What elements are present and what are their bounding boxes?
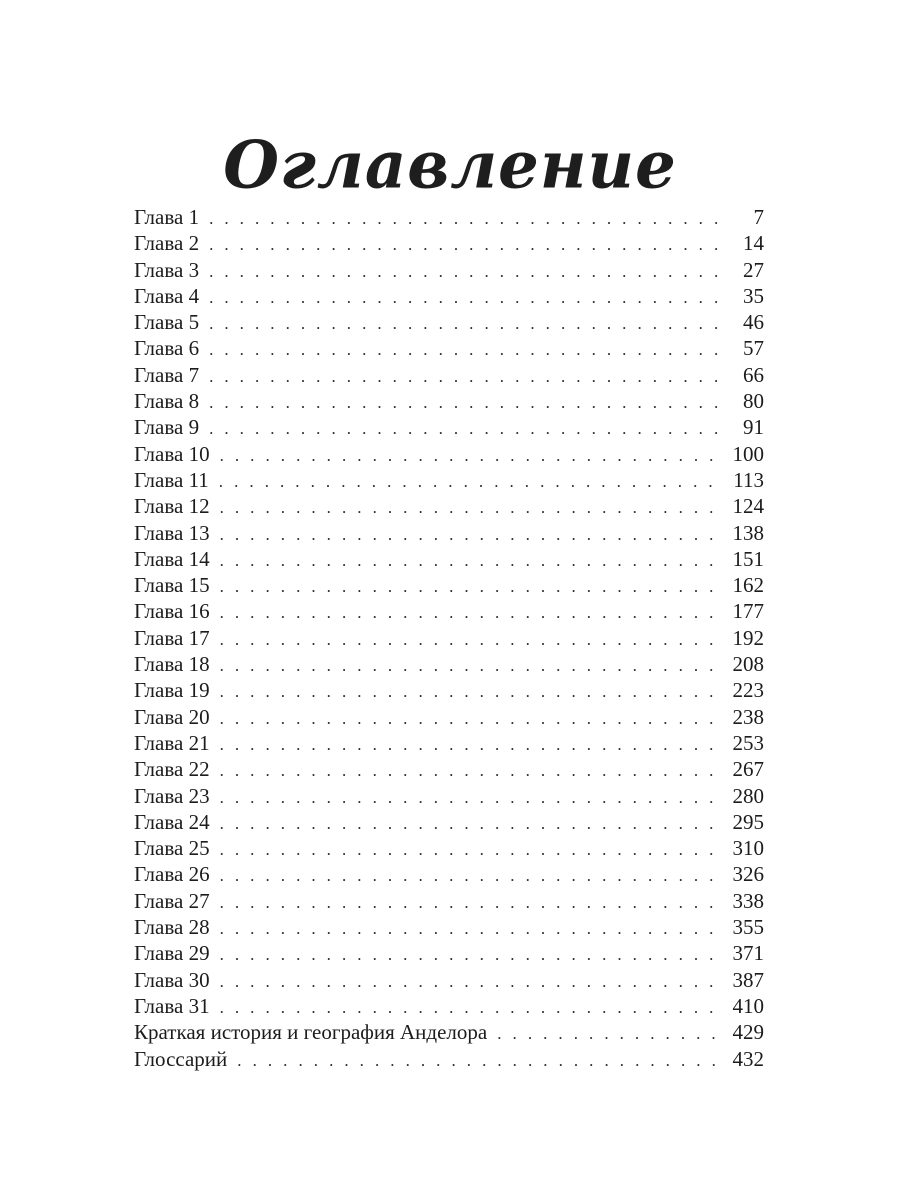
toc-entry-page-number: 35 (743, 283, 764, 308)
toc-entry (134, 625, 764, 651)
toc-entry-title: Глава 19 (134, 678, 210, 703)
dot-leader (209, 337, 718, 363)
dot-leader (220, 443, 718, 469)
toc-entry-title: Глава 8 (134, 389, 200, 414)
toc-entry-title: Глава 12 (134, 494, 210, 519)
toc-entry (134, 335, 764, 361)
toc-entry-page-number: 14 (743, 231, 764, 256)
toc-entry (134, 362, 764, 388)
dot-leader (209, 259, 718, 285)
toc-entry-page-number: 151 (732, 546, 764, 571)
toc-entry-page-number: 177 (732, 599, 764, 624)
toc-entry-page-number: 410 (732, 993, 764, 1018)
toc-entry-title: Глава 20 (134, 704, 210, 729)
table-of-contents (134, 204, 764, 1072)
toc-entry (134, 783, 764, 809)
dot-leader (220, 679, 718, 705)
toc-entry (134, 309, 764, 335)
toc-entry (134, 441, 764, 467)
dot-leader (220, 522, 718, 548)
toc-entry (134, 257, 764, 283)
toc-entry-page-number: 223 (732, 678, 764, 703)
dot-leader (220, 732, 718, 758)
toc-entry (134, 230, 764, 256)
toc-entry-title: Глава 13 (134, 520, 210, 545)
dot-leader (237, 1048, 718, 1074)
toc-entry-title: Глава 3 (134, 257, 200, 282)
dot-leader (220, 653, 718, 679)
toc-entry-title: Глава 5 (134, 310, 200, 335)
toc-entry-title: Глава 30 (134, 967, 210, 992)
dot-leader (220, 574, 718, 600)
toc-entry (134, 993, 764, 1019)
toc-entry (134, 1019, 764, 1045)
toc-entry-page-number: 310 (732, 836, 764, 861)
toc-entry-title: Глава 24 (134, 809, 210, 834)
toc-entry-page-number: 355 (732, 915, 764, 940)
toc-entry-title: Глава 21 (134, 730, 210, 755)
toc-entry-title: Глава 2 (134, 231, 200, 256)
toc-entry-title: Глава 1 (134, 205, 200, 229)
dot-leader (220, 942, 718, 968)
toc-entry-title: Глава 11 (134, 467, 209, 492)
toc-entry-page-number: 100 (732, 441, 764, 466)
dot-leader (220, 916, 718, 942)
toc-entry-page-number: 27 (743, 257, 764, 282)
dot-leader (220, 548, 718, 574)
toc-entry (134, 204, 764, 230)
toc-entry (134, 940, 764, 966)
toc-entry (134, 914, 764, 940)
dot-leader (220, 495, 718, 521)
toc-entry-title: Глава 26 (134, 862, 210, 887)
dot-leader (220, 811, 718, 837)
toc-entry-title: Глава 22 (134, 757, 210, 782)
toc-entry-page-number: 192 (732, 625, 764, 650)
toc-entry-title: Глава 28 (134, 915, 210, 940)
toc-entry-title: Глава 16 (134, 599, 210, 624)
toc-entry-page-number: 387 (732, 967, 764, 992)
toc-entry (134, 730, 764, 756)
toc-entry-page-number: 162 (732, 573, 764, 598)
toc-entry-title: Глава 23 (134, 783, 210, 808)
toc-entry-page-number: 91 (743, 415, 764, 440)
toc-entry (134, 467, 764, 493)
dot-leader (209, 311, 718, 337)
dot-leader (220, 863, 718, 889)
toc-entry-title: Глава 9 (134, 415, 200, 440)
toc-entry-title: Глава 18 (134, 652, 210, 677)
toc-entry-page-number: 124 (732, 494, 764, 519)
toc-entry (134, 756, 764, 782)
dot-leader (209, 206, 718, 232)
dot-leader (209, 285, 718, 311)
dot-leader (220, 627, 718, 653)
toc-entry (134, 704, 764, 730)
toc-entry (134, 414, 764, 440)
toc-entry (134, 967, 764, 993)
toc-entry (134, 520, 764, 546)
dot-leader (220, 600, 718, 626)
dot-leader (497, 1021, 718, 1047)
toc-entry (134, 809, 764, 835)
toc-entry (134, 546, 764, 572)
toc-entry-page-number: 280 (732, 783, 764, 808)
toc-entry-title: Глава 7 (134, 362, 200, 387)
toc-entry (134, 651, 764, 677)
toc-entry (134, 1046, 764, 1072)
toc-entry-page-number: 371 (732, 941, 764, 966)
toc-entry-title: Глава 6 (134, 336, 200, 361)
dot-leader (220, 758, 718, 784)
toc-entry-page-number: 46 (743, 310, 764, 335)
dot-leader (209, 364, 718, 390)
toc-entry-page-number: 338 (732, 888, 764, 913)
toc-entry-page-number: 326 (732, 862, 764, 887)
toc-entry-title: Глава 14 (134, 546, 210, 571)
toc-entry-title: Краткая история и география Анделора (134, 1020, 488, 1045)
dot-leader (220, 890, 718, 916)
dot-leader (220, 706, 718, 732)
toc-entry (134, 888, 764, 914)
dot-leader (219, 469, 718, 495)
toc-entry (134, 388, 764, 414)
toc-entry-page-number: 80 (743, 389, 764, 414)
dot-leader (209, 416, 718, 442)
toc-entry (134, 677, 764, 703)
toc-entry-page-number: 113 (733, 467, 764, 492)
toc-entry-page-number: 267 (732, 757, 764, 782)
toc-entry-title: Глава 10 (134, 441, 210, 466)
toc-entry-title: Глава 25 (134, 836, 210, 861)
toc-entry-page-number: 208 (732, 652, 764, 677)
toc-entry-title: Глава 4 (134, 283, 200, 308)
dot-leader (220, 785, 718, 811)
toc-entry-title: Глава 17 (134, 625, 210, 650)
toc-entry-title: Глоссарий (134, 1046, 228, 1071)
toc-entry-page-number: 253 (732, 730, 764, 755)
dot-leader (220, 837, 718, 863)
toc-entry-title: Глава 27 (134, 888, 210, 913)
dot-leader (209, 232, 718, 258)
toc-entry-page-number: 432 (732, 1046, 764, 1071)
dot-leader (220, 969, 718, 995)
toc-entry (134, 835, 764, 861)
toc-entry-page-number: 429 (732, 1020, 764, 1045)
toc-entry-page-number: 238 (732, 704, 764, 729)
toc-entry-page-number: 57 (743, 336, 764, 361)
toc-entry-title: Глава 29 (134, 941, 210, 966)
toc-entry-title: Глава 15 (134, 573, 210, 598)
toc-entry-title: Глава 31 (134, 993, 210, 1018)
page-title: Оглавление (223, 127, 677, 204)
toc-entry-page-number: 295 (732, 809, 764, 834)
toc-entry (134, 283, 764, 309)
dot-leader (220, 995, 718, 1021)
toc-entry-page-number: 138 (732, 520, 764, 545)
toc-entry (134, 861, 764, 887)
toc-entry-page-number: 66 (743, 362, 764, 387)
toc-entry (134, 572, 764, 598)
dot-leader (209, 390, 718, 416)
toc-entry (134, 493, 764, 519)
toc-entry (134, 598, 764, 624)
toc-entry-page-number: 7 (753, 205, 764, 229)
